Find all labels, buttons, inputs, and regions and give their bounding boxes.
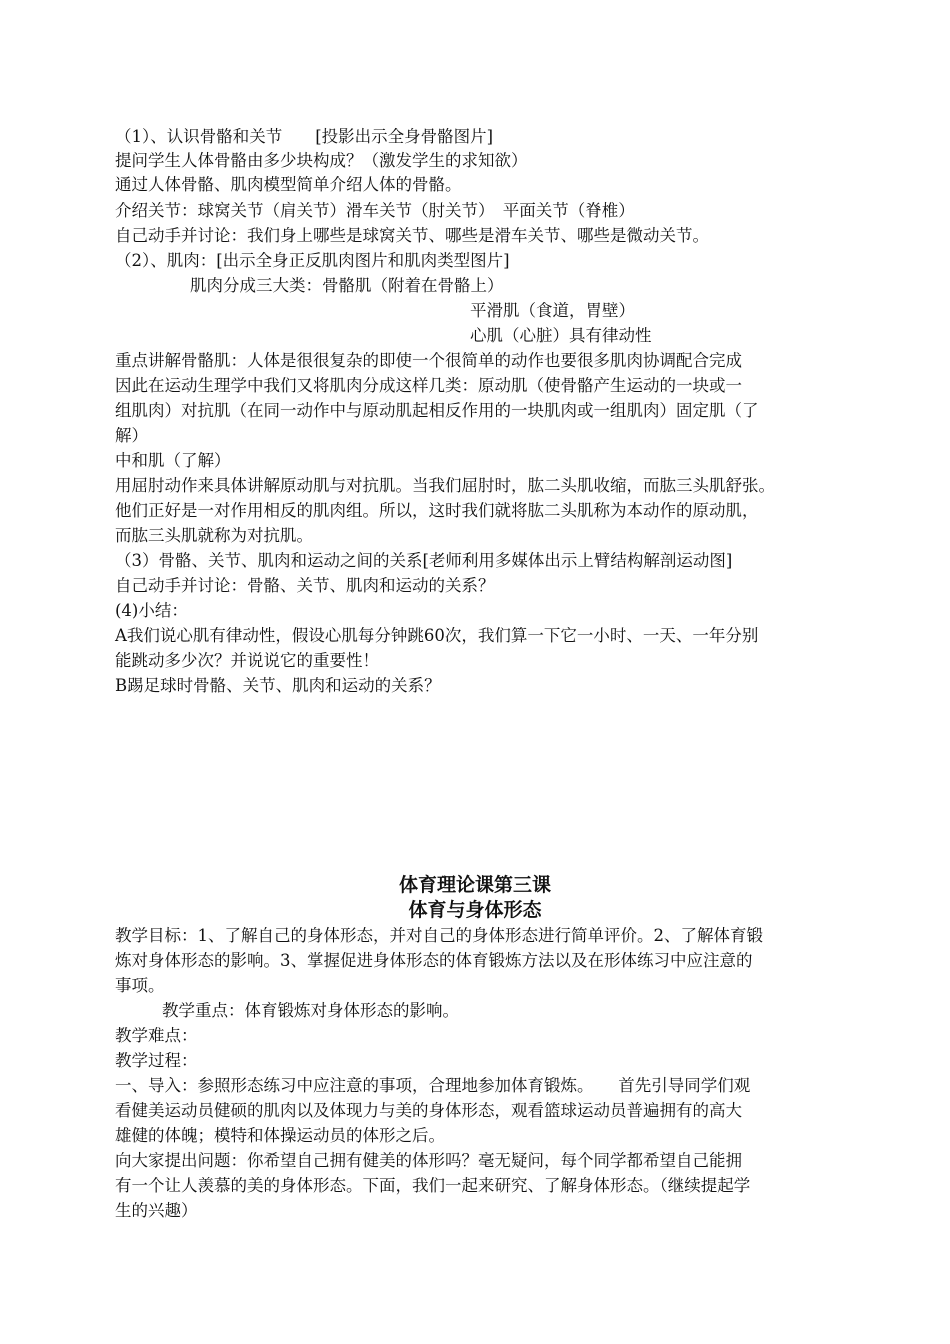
heading-summary: (4)小结： [115, 601, 188, 620]
teaching-difficulty: 教学难点： [115, 1026, 198, 1045]
paragraph-line: 介绍关节：球窝关节（肩关节）滑车关节（肘关节） 平面关节（脊椎） [115, 201, 635, 220]
paragraph-line: 有一个让人羡慕的美的身体形态。下面，我们一起来研究、了解身体形态。（继续提起学 [115, 1176, 751, 1195]
muscle-type-smooth: 平滑肌（食道，胃壁） [470, 301, 635, 320]
paragraph-line: 能跳动多少次？并说说它的重要性！ [115, 651, 379, 670]
paragraph-line: 重点讲解骨骼肌：人体是很很复杂的即使一个很简单的动作也要很多肌肉协调配合完成 [115, 351, 742, 370]
paragraph-line: 自己动手并讨论：骨骼、关节、肌肉和运动的关系？ [115, 576, 495, 595]
paragraph-line: A我们说心肌有律动性，假设心肌每分钟跳60次，我们算一下它一小时、一天、一年分别 [115, 626, 759, 645]
paragraph-line: 他们正好是一对作用相反的肌肉组。所以，这时我们就将肱二头肌称为本动作的原动肌， [115, 501, 759, 520]
muscle-type-cardiac: 心肌（心脏）具有律动性 [470, 326, 652, 345]
paragraph-line: 向大家提出问题：你希望自己拥有健美的体形吗？毫无疑问，每个同学都希望自己能拥 [115, 1151, 742, 1170]
muscle-type-skeletal: 肌肉分成三大类：骨骼肌（附着在骨骼上） [190, 276, 504, 295]
paragraph-line: 自己动手并讨论：我们身上哪些是球窝关节、哪些是滑车关节、哪些是微动关节。 [115, 226, 709, 245]
paragraph-line: 生的兴趣） [115, 1201, 198, 1220]
lesson-subtitle: 体育与身体形态 [408, 899, 542, 921]
paragraph-line: 事项。 [115, 976, 165, 995]
paragraph-line: 看健美运动员健硕的肌肉以及体现力与美的身体形态，观看篮球运动员普遍拥有的高大 [115, 1101, 742, 1120]
heading-bones-joints: （1）、认识骨骼和关节 [投影出示全身骨骼图片] [115, 127, 494, 146]
paragraph-line: 一、导入：参照形态练习中应注意的事项，合理地参加体育锻炼。 首先引导同学们观 [115, 1076, 751, 1095]
paragraph-line: 提问学生人体骨骼由多少块构成？（激发学生的求知欲） [115, 151, 528, 170]
paragraph-line: 炼对身体形态的影响。3、掌握促进身体形态的体育锻炼方法以及在形体练习中应注意的 [115, 951, 753, 970]
paragraph-line: 解） [115, 426, 148, 445]
teaching-goals: 教学目标：1、了解自己的身体形态，并对自己的身体形态进行简单评价。2、了解体育锻 [115, 926, 763, 945]
teaching-process: 教学过程： [115, 1051, 198, 1070]
paragraph-line: 而肱三头肌就称为对抗肌。 [115, 526, 313, 545]
lesson-title: 体育理论课第三课 [398, 874, 551, 896]
paragraph-line: 中和肌（了解） [115, 451, 231, 470]
paragraph-line: 用屈肘动作来具体讲解原动肌与对抗肌。当我们屈肘时，肱二头肌收缩，而肱三头肌舒张。 [115, 476, 775, 495]
paragraph-line: 因此在运动生理学中我们又将肌肉分成这样几类：原动肌（使骨骼产生运动的一块或一 [115, 376, 742, 395]
paragraph-line: 通过人体骨骼、肌肉模型简单介绍人体的骨骼。 [115, 175, 462, 194]
teaching-focus: 教学重点：体育锻炼对身体形态的影响。 [162, 1001, 459, 1020]
paragraph-line: 组肌肉）对抗肌（在同一动作中与原动肌起相反作用的一块肌肉或一组肌肉）固定肌（了 [115, 401, 759, 420]
heading-relationship: （3）骨骼、关节、肌肉和运动之间的关系[老师利用多媒体出示上臂结构解剖运动图] [115, 551, 733, 570]
heading-muscles: （2）、肌肉：[出示全身正反肌肉图片和肌肉类型图片] [115, 251, 510, 270]
paragraph-line: B踢足球时骨骼、关节、肌肉和运动的关系？ [115, 676, 441, 695]
paragraph-line: 雄健的体魄；模特和体操运动员的体形之后。 [115, 1126, 445, 1145]
